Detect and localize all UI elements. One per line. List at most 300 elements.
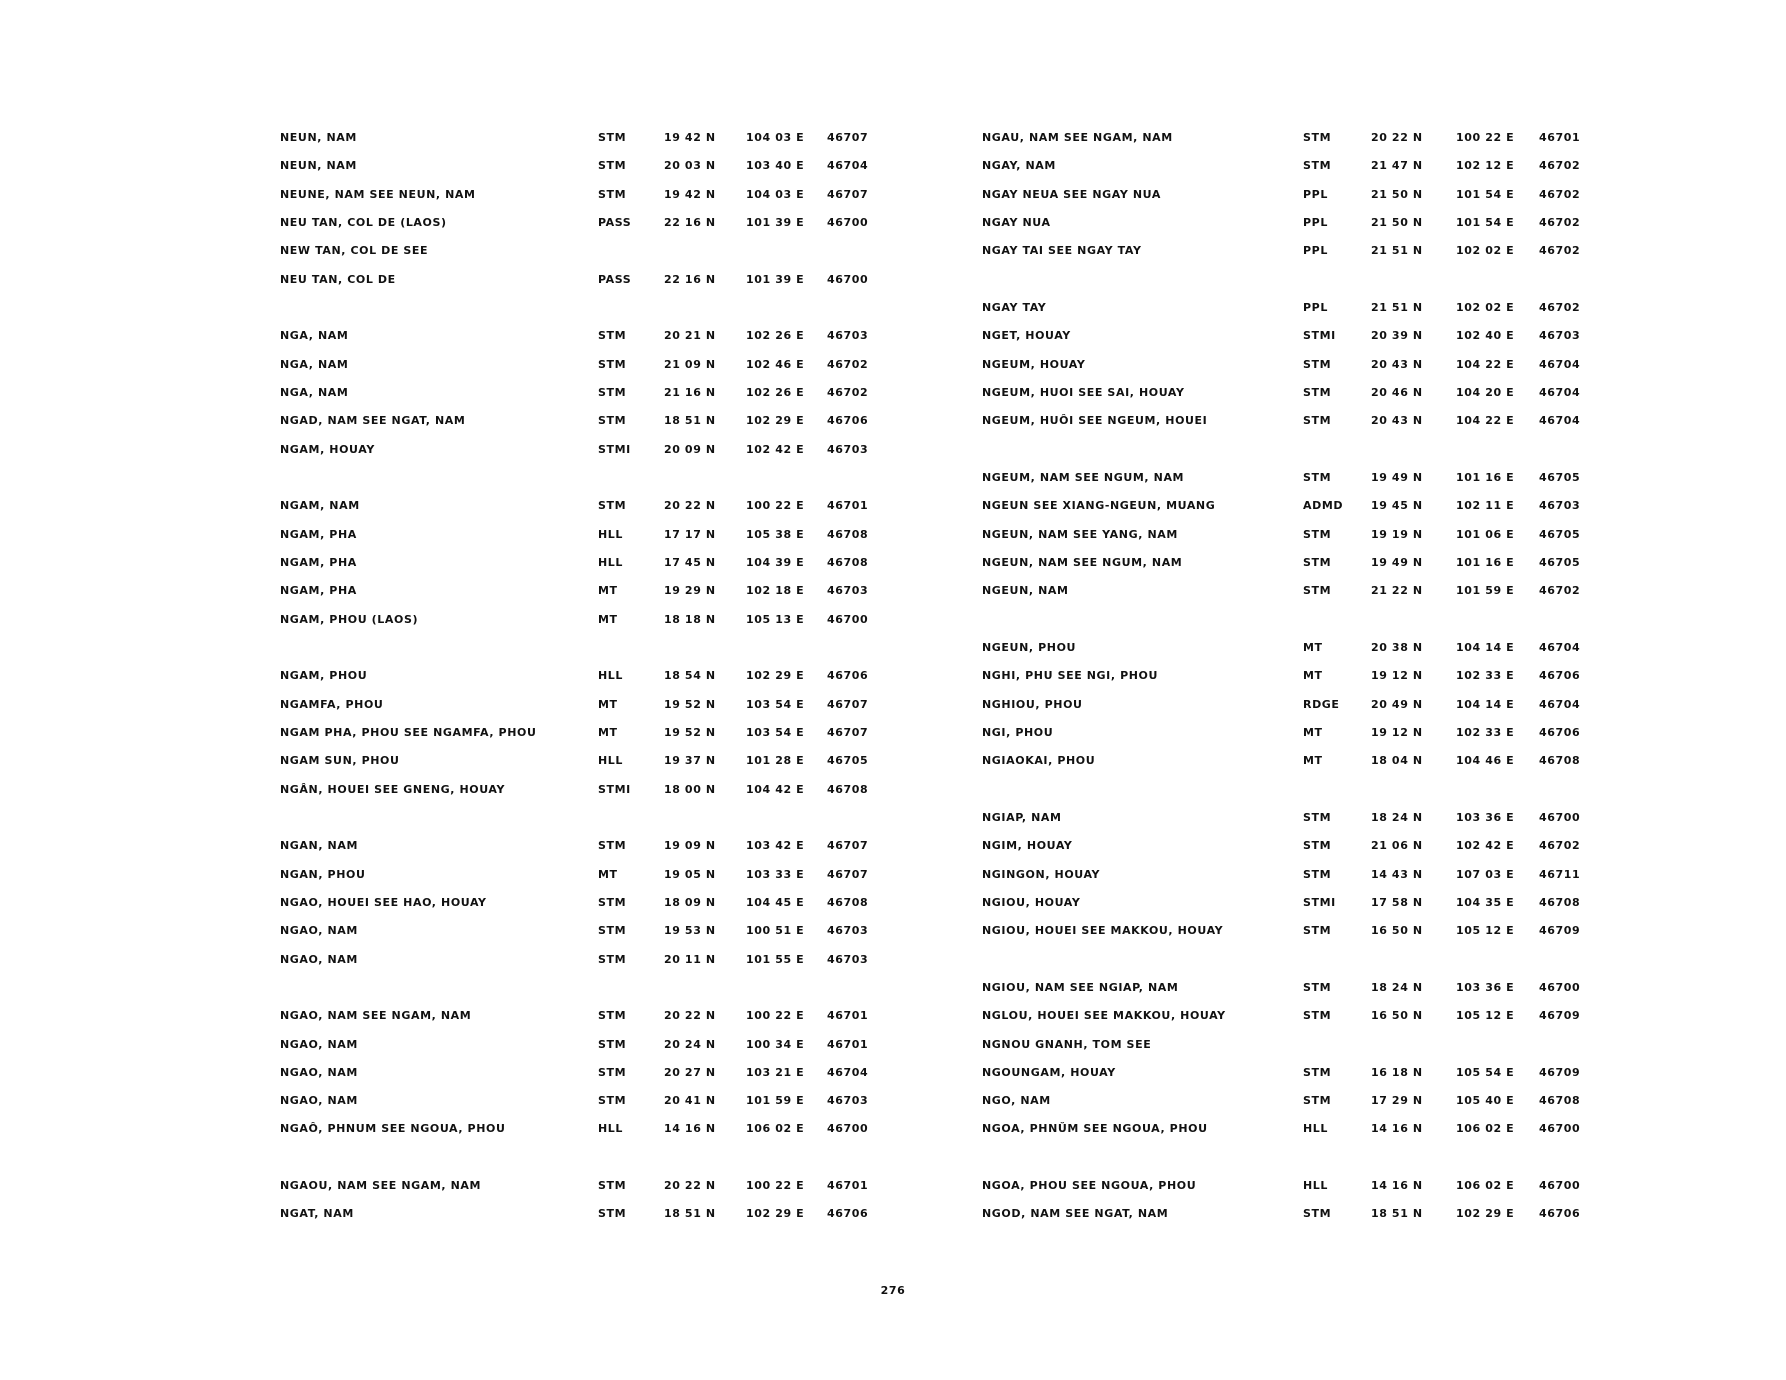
map-code: 46704 <box>1539 697 1581 711</box>
feature-type: HLL <box>598 527 624 541</box>
place-name: NGO, NAM <box>982 1094 1051 1108</box>
place-name: NGAM, PHOU <box>280 669 368 683</box>
longitude: 102 26 E <box>746 329 805 343</box>
place-name: NGAN, NAM <box>280 839 359 853</box>
feature-type: STM <box>1303 867 1332 881</box>
feature-type: STM <box>598 1009 627 1023</box>
latitude: 21 51 N <box>1371 244 1423 258</box>
longitude: 102 18 E <box>746 584 805 598</box>
feature-type: STM <box>598 159 627 173</box>
feature-type: STM <box>598 187 627 201</box>
longitude: 101 59 E <box>746 1094 805 1108</box>
latitude: 18 24 N <box>1371 810 1423 824</box>
place-name: NGINGON, HOUAY <box>982 867 1101 881</box>
place-name: NGIAOKAI, PHOU <box>982 754 1096 768</box>
latitude: 21 50 N <box>1371 187 1423 201</box>
latitude: 20 41 N <box>664 1094 716 1108</box>
latitude: 20 43 N <box>1371 357 1423 371</box>
longitude: 104 03 E <box>746 187 805 201</box>
longitude: 101 54 E <box>1456 187 1515 201</box>
place-name: NGNOU GNANH, TOM SEE <box>982 1037 1152 1051</box>
feature-type: STM <box>1303 357 1332 371</box>
place-name: NEU TAN, COL DE <box>280 272 396 286</box>
longitude: 100 22 E <box>746 1179 805 1193</box>
longitude: 104 39 E <box>746 555 805 569</box>
map-code: 46708 <box>827 782 869 796</box>
feature-type: STM <box>598 1094 627 1108</box>
longitude: 106 02 E <box>1456 1122 1515 1136</box>
longitude: 103 36 E <box>1456 810 1515 824</box>
feature-type: MT <box>1303 754 1323 768</box>
latitude: 14 43 N <box>1371 867 1423 881</box>
map-code: 46700 <box>1539 810 1581 824</box>
place-name: NGAO, NAM <box>280 1065 358 1079</box>
place-name: NEW TAN, COL DE SEE <box>280 244 429 258</box>
place-name: NGEUN, PHOU <box>982 640 1077 654</box>
map-code: 46707 <box>827 867 869 881</box>
place-name: NGEUN, NAM SEE NGUM, NAM <box>982 555 1183 569</box>
latitude: 20 22 N <box>1371 131 1423 144</box>
longitude: 103 54 E <box>746 725 805 739</box>
longitude: 102 42 E <box>746 442 805 456</box>
place-name: NGHI, PHU SEE NGI, PHOU <box>982 669 1159 683</box>
latitude: 19 45 N <box>1371 499 1423 513</box>
feature-type: STM <box>1303 470 1332 484</box>
map-code: 46702 <box>1539 244 1581 258</box>
longitude: 104 35 E <box>1456 895 1515 909</box>
longitude: 101 59 E <box>1456 584 1515 598</box>
feature-type: STMI <box>598 782 631 796</box>
map-code: 46702 <box>1539 187 1581 201</box>
place-name: NGIOU, HOUAY <box>982 895 1081 909</box>
longitude: 101 39 E <box>746 215 805 229</box>
latitude: 20 22 N <box>664 1179 716 1193</box>
feature-type: RDGE <box>1303 697 1340 711</box>
place-name: NGAM PHA, PHOU SEE NGAMFA, PHOU <box>280 725 537 739</box>
feature-type: STM <box>1303 924 1332 938</box>
map-code: 46702 <box>827 357 869 371</box>
longitude: 103 33 E <box>746 867 805 881</box>
longitude: 102 29 E <box>746 669 805 683</box>
map-code: 46706 <box>827 669 869 683</box>
latitude: 19 52 N <box>664 725 716 739</box>
place-name: NGAM, PHA <box>280 584 357 598</box>
map-code: 46708 <box>827 895 869 909</box>
longitude: 102 29 E <box>746 1207 805 1221</box>
longitude: 102 46 E <box>746 357 805 371</box>
feature-type: STM <box>1303 1065 1332 1079</box>
map-code: 46704 <box>1539 357 1581 371</box>
place-name: NGOA, PHNŬM SEE NGOUA, PHOU <box>982 1122 1208 1136</box>
place-name: NGAN, PHOU <box>280 867 366 881</box>
place-name: NEUN, NAM <box>280 159 357 173</box>
feature-type: STM <box>1303 131 1332 144</box>
feature-type: STMI <box>1303 895 1336 909</box>
latitude: 17 45 N <box>664 555 716 569</box>
map-code: 46704 <box>1539 640 1581 654</box>
latitude: 21 22 N <box>1371 584 1423 598</box>
longitude: 102 29 E <box>746 414 805 428</box>
place-name: NGIOU, HOUEI SEE MAKKOU, HOUAY <box>982 924 1224 938</box>
latitude: 18 51 N <box>664 1207 716 1221</box>
feature-type: MT <box>1303 640 1323 654</box>
map-code: 46706 <box>827 414 869 428</box>
map-code: 46704 <box>1539 385 1581 399</box>
feature-type: MT <box>598 725 618 739</box>
place-name: NGI, PHOU <box>982 725 1054 739</box>
map-code: 46703 <box>827 952 869 966</box>
longitude: 100 22 E <box>746 1009 805 1023</box>
feature-type: MT <box>598 697 618 711</box>
latitude: 18 18 N <box>664 612 716 626</box>
map-code: 46701 <box>1539 131 1581 144</box>
feature-type: PPL <box>1303 244 1328 258</box>
map-code: 46702 <box>1539 839 1581 853</box>
longitude: 102 29 E <box>1456 1207 1515 1221</box>
map-code: 46702 <box>1539 215 1581 229</box>
map-code: 46700 <box>1539 1179 1581 1193</box>
longitude: 103 36 E <box>1456 980 1515 994</box>
latitude: 21 51 N <box>1371 300 1423 314</box>
map-code: 46711 <box>1539 867 1581 881</box>
place-name: NEUN, NAM <box>280 131 357 144</box>
place-name: NGAM, PHA <box>280 555 357 569</box>
longitude: 101 06 E <box>1456 527 1515 541</box>
feature-type: STM <box>598 952 627 966</box>
place-name: NGAY, NAM <box>982 159 1056 173</box>
feature-type: STM <box>598 1065 627 1079</box>
longitude: 105 40 E <box>1456 1094 1515 1108</box>
map-code: 46704 <box>1539 414 1581 428</box>
place-name: NGAM, PHA <box>280 527 357 541</box>
map-code: 46708 <box>827 527 869 541</box>
feature-type: PPL <box>1303 300 1328 314</box>
map-code: 46700 <box>827 215 869 229</box>
feature-type: STM <box>1303 810 1332 824</box>
latitude: 22 16 N <box>664 215 716 229</box>
latitude: 20 22 N <box>664 499 716 513</box>
longitude: 104 45 E <box>746 895 805 909</box>
place-name: NGEUN, NAM SEE YANG, NAM <box>982 527 1178 541</box>
longitude: 101 16 E <box>1456 555 1515 569</box>
place-name: NGAO, NAM <box>280 924 358 938</box>
feature-type: STM <box>598 131 627 144</box>
map-code: 46706 <box>827 1207 869 1221</box>
map-code: 46707 <box>827 131 869 144</box>
feature-type: MT <box>1303 725 1323 739</box>
place-name: NGAÔ, PHNUM SEE NGOUA, PHOU <box>280 1122 506 1136</box>
longitude: 102 33 E <box>1456 669 1515 683</box>
feature-type: STM <box>598 414 627 428</box>
longitude: 102 26 E <box>746 385 805 399</box>
latitude: 19 12 N <box>1371 725 1423 739</box>
page-number: 276 <box>880 1284 906 1297</box>
map-code: 46701 <box>827 1009 869 1023</box>
feature-type: STM <box>1303 584 1332 598</box>
map-code: 46702 <box>1539 584 1581 598</box>
feature-type: STM <box>598 1037 627 1051</box>
longitude: 101 28 E <box>746 754 805 768</box>
place-name: NGAO, NAM <box>280 1094 358 1108</box>
latitude: 21 09 N <box>664 357 716 371</box>
map-code: 46707 <box>827 187 869 201</box>
latitude: 16 50 N <box>1371 1009 1423 1023</box>
map-code: 46700 <box>827 612 869 626</box>
map-code: 46705 <box>1539 555 1581 569</box>
latitude: 18 04 N <box>1371 754 1423 768</box>
map-code: 46709 <box>1539 1065 1581 1079</box>
feature-type: STM <box>1303 839 1332 853</box>
latitude: 19 49 N <box>1371 555 1423 569</box>
latitude: 20 22 N <box>664 1009 716 1023</box>
feature-type: ADMD <box>1303 499 1344 513</box>
longitude: 103 21 E <box>746 1065 805 1079</box>
map-code: 46705 <box>1539 470 1581 484</box>
latitude: 17 58 N <box>1371 895 1423 909</box>
longitude: 102 40 E <box>1456 329 1515 343</box>
longitude: 100 22 E <box>746 499 805 513</box>
latitude: 20 09 N <box>664 442 716 456</box>
map-code: 46705 <box>827 754 869 768</box>
feature-type: STM <box>598 839 627 853</box>
place-name: NGAM, NAM <box>280 499 360 513</box>
map-code: 46708 <box>1539 1094 1581 1108</box>
latitude: 20 27 N <box>664 1065 716 1079</box>
place-name: NGAM, PHOU (LAOS) <box>280 612 419 626</box>
longitude: 102 11 E <box>1456 499 1515 513</box>
map-code: 46702 <box>827 385 869 399</box>
map-code: 46708 <box>1539 754 1581 768</box>
feature-type: PPL <box>1303 215 1328 229</box>
map-code: 46703 <box>1539 329 1581 343</box>
latitude: 21 16 N <box>664 385 716 399</box>
place-name: NGAD, NAM SEE NGAT, NAM <box>280 414 466 428</box>
place-name: NGLOU, HOUEI SEE MAKKOU, HOUAY <box>982 1009 1226 1023</box>
place-name: NGIM, HOUAY <box>982 839 1073 853</box>
place-name: NGAM SUN, PHOU <box>280 754 400 768</box>
latitude: 17 17 N <box>664 527 716 541</box>
feature-type: HLL <box>1303 1122 1329 1136</box>
latitude: 21 06 N <box>1371 839 1423 853</box>
longitude: 101 39 E <box>746 272 805 286</box>
longitude: 104 03 E <box>746 131 805 144</box>
latitude: 20 03 N <box>664 159 716 173</box>
longitude: 101 55 E <box>746 952 805 966</box>
place-name: NGOUNGAM, HOUAY <box>982 1065 1116 1079</box>
place-name: NGA, NAM <box>280 329 349 343</box>
latitude: 18 00 N <box>664 782 716 796</box>
map-code: 46708 <box>1539 895 1581 909</box>
longitude: 106 02 E <box>1456 1179 1515 1193</box>
map-code: 46701 <box>827 1037 869 1051</box>
place-name: NGOA, PHOU SEE NGOUA, PHOU <box>982 1179 1197 1193</box>
latitude: 19 42 N <box>664 187 716 201</box>
longitude: 101 54 E <box>1456 215 1515 229</box>
place-name: NGAT, NAM <box>280 1207 354 1221</box>
place-name: NGIAP, NAM <box>982 810 1062 824</box>
longitude: 104 22 E <box>1456 357 1515 371</box>
longitude: 103 42 E <box>746 839 805 853</box>
map-code: 46703 <box>1539 499 1581 513</box>
feature-type: STM <box>598 329 627 343</box>
map-code: 46707 <box>827 839 869 853</box>
place-name: NGAY NUA <box>982 215 1051 229</box>
latitude: 20 24 N <box>664 1037 716 1051</box>
map-code: 46703 <box>827 442 869 456</box>
feature-type: STM <box>1303 1207 1332 1221</box>
feature-type: STM <box>598 924 627 938</box>
map-code: 46700 <box>827 1122 869 1136</box>
place-name: NGAO, NAM <box>280 952 358 966</box>
feature-type: STM <box>1303 980 1332 994</box>
latitude: 18 24 N <box>1371 980 1423 994</box>
place-name: NGAY NEUA SEE NGAY NUA <box>982 187 1161 201</box>
place-name: NGAOU, NAM SEE NGAM, NAM <box>280 1179 482 1193</box>
place-name: NGOD, NAM SEE NGAT, NAM <box>982 1207 1169 1221</box>
place-name: NGEUN SEE XIANG-NGEUN, MUANG <box>982 499 1216 513</box>
latitude: 20 21 N <box>664 329 716 343</box>
longitude: 102 02 E <box>1456 244 1515 258</box>
latitude: 16 18 N <box>1371 1065 1423 1079</box>
place-name: NGAU, NAM SEE NGAM, NAM <box>982 131 1173 144</box>
latitude: 19 42 N <box>664 131 716 144</box>
latitude: 18 51 N <box>664 414 716 428</box>
map-code: 46705 <box>1539 527 1581 541</box>
feature-type: MT <box>598 584 618 598</box>
latitude: 20 38 N <box>1371 640 1423 654</box>
place-name: NGIOU, NAM SEE NGIAP, NAM <box>982 980 1179 994</box>
map-code: 46707 <box>827 697 869 711</box>
longitude: 104 14 E <box>1456 640 1515 654</box>
longitude: 104 42 E <box>746 782 805 796</box>
latitude: 20 11 N <box>664 952 716 966</box>
place-name: NGAMFA, PHOU <box>280 697 384 711</box>
map-code: 46701 <box>827 1179 869 1193</box>
feature-type: STM <box>598 385 627 399</box>
feature-type: MT <box>598 867 618 881</box>
feature-type: STM <box>598 499 627 513</box>
map-code: 46703 <box>827 584 869 598</box>
map-code: 46700 <box>1539 980 1581 994</box>
latitude: 14 16 N <box>1371 1179 1423 1193</box>
feature-type: PPL <box>1303 187 1328 201</box>
place-name: NGEUM, HUOI SEE SAI, HOUAY <box>982 385 1185 399</box>
place-name: NGAM, HOUAY <box>280 442 375 456</box>
latitude: 18 51 N <box>1371 1207 1423 1221</box>
feature-type: PASS <box>598 272 632 286</box>
feature-type: STM <box>1303 1009 1332 1023</box>
longitude: 105 12 E <box>1456 924 1515 938</box>
place-name: NGAO, HOUEI SEE HAO, HOUAY <box>280 895 487 909</box>
place-name: NGEUM, NAM SEE NGUM, NAM <box>982 470 1185 484</box>
map-code: 46700 <box>827 272 869 286</box>
feature-type: STM <box>1303 527 1332 541</box>
feature-type: STM <box>1303 159 1332 173</box>
place-name: NGA, NAM <box>280 357 349 371</box>
latitude: 20 43 N <box>1371 414 1423 428</box>
longitude: 102 33 E <box>1456 725 1515 739</box>
map-code: 46709 <box>1539 1009 1581 1023</box>
place-name: NEUNE, NAM SEE NEUN, NAM <box>280 187 476 201</box>
latitude: 19 29 N <box>664 584 716 598</box>
feature-type: PASS <box>598 215 632 229</box>
longitude: 102 42 E <box>1456 839 1515 853</box>
feature-type: STM <box>598 357 627 371</box>
latitude: 19 09 N <box>664 839 716 853</box>
place-name: NGÂN, HOUEI SEE GNENG, HOUAY <box>280 782 506 796</box>
map-code: 46703 <box>827 1094 869 1108</box>
latitude: 14 16 N <box>664 1122 716 1136</box>
feature-type: HLL <box>598 669 624 683</box>
latitude: 14 16 N <box>1371 1122 1423 1136</box>
longitude: 107 03 E <box>1456 867 1515 881</box>
latitude: 18 09 N <box>664 895 716 909</box>
feature-type: STM <box>598 1179 627 1193</box>
map-code: 46704 <box>827 159 869 173</box>
map-code: 46704 <box>827 1065 869 1079</box>
longitude: 105 12 E <box>1456 1009 1515 1023</box>
feature-type: STM <box>1303 385 1332 399</box>
latitude: 19 52 N <box>664 697 716 711</box>
map-code: 46701 <box>827 499 869 513</box>
feature-type: HLL <box>598 754 624 768</box>
place-name: NGEUM, HUÔI SEE NGEUM, HOUEI <box>982 414 1208 428</box>
map-code: 46706 <box>1539 669 1581 683</box>
place-name: NGEUN, NAM <box>982 584 1069 598</box>
feature-type: STM <box>1303 555 1332 569</box>
map-code: 46702 <box>1539 159 1581 173</box>
feature-type: STMI <box>1303 329 1336 343</box>
latitude: 21 50 N <box>1371 215 1423 229</box>
longitude: 102 12 E <box>1456 159 1515 173</box>
longitude: 104 46 E <box>1456 754 1515 768</box>
place-name: NGAO, NAM SEE NGAM, NAM <box>280 1009 472 1023</box>
map-code: 46709 <box>1539 924 1581 938</box>
longitude: 100 51 E <box>746 924 805 938</box>
longitude: 105 13 E <box>746 612 805 626</box>
feature-type: HLL <box>1303 1179 1329 1193</box>
latitude: 19 05 N <box>664 867 716 881</box>
feature-type: STMI <box>598 442 631 456</box>
longitude: 100 22 E <box>1456 131 1515 144</box>
place-name: NGAO, NAM <box>280 1037 358 1051</box>
longitude: 105 38 E <box>746 527 805 541</box>
map-code: 46702 <box>1539 300 1581 314</box>
feature-type: STM <box>1303 1094 1332 1108</box>
feature-type: MT <box>598 612 618 626</box>
map-code: 46706 <box>1539 1207 1581 1221</box>
longitude: 104 20 E <box>1456 385 1515 399</box>
longitude: 105 54 E <box>1456 1065 1515 1079</box>
latitude: 19 53 N <box>664 924 716 938</box>
place-name: NEU TAN, COL DE (LAOS) <box>280 215 447 229</box>
latitude: 21 47 N <box>1371 159 1423 173</box>
longitude: 106 02 E <box>746 1122 805 1136</box>
map-code: 46700 <box>1539 1122 1581 1136</box>
feature-type: MT <box>1303 669 1323 683</box>
longitude: 101 16 E <box>1456 470 1515 484</box>
place-name: NGET, HOUAY <box>982 329 1071 343</box>
place-name: NGAY TAI SEE NGAY TAY <box>982 244 1142 258</box>
map-code: 46708 <box>827 555 869 569</box>
latitude: 20 39 N <box>1371 329 1423 343</box>
latitude: 18 54 N <box>664 669 716 683</box>
longitude: 102 02 E <box>1456 300 1515 314</box>
latitude: 16 50 N <box>1371 924 1423 938</box>
longitude: 100 34 E <box>746 1037 805 1051</box>
longitude: 104 22 E <box>1456 414 1515 428</box>
feature-type: STM <box>598 1207 627 1221</box>
